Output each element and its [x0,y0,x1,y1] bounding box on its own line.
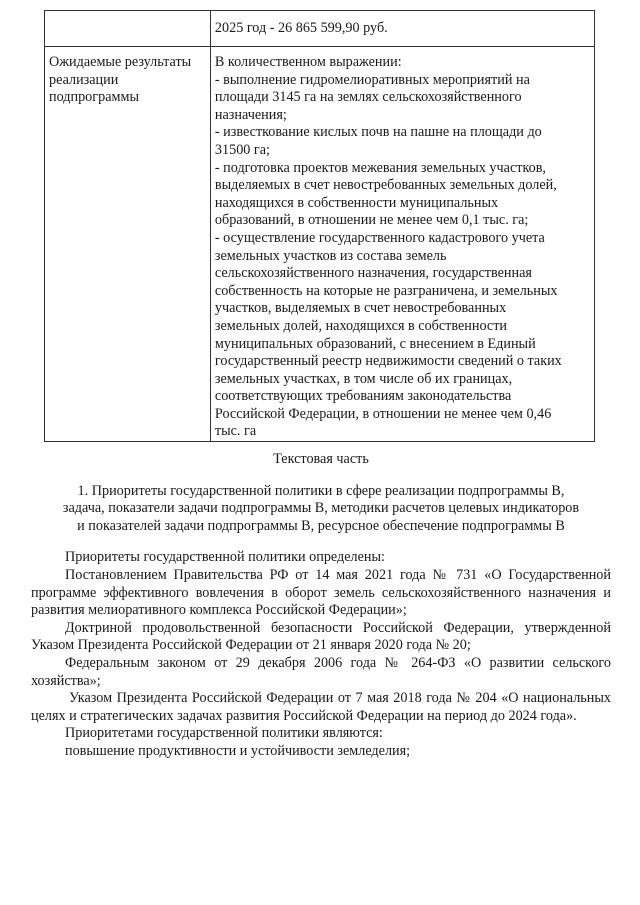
heading-line: задача, показатели задачи подпрограммы В, методики расчетов целевых индикаторов [62,500,580,517]
table-cell-label [45,11,211,47]
value-line: сельскохозяйственного назначения, государственная [214,265,532,282]
paragraph: Постановлением Правительства РФ от 14 мая 2021 года № 731 «О Государственной программе эффективного вовлечения в оборот земель сельскохозяйственного назначения и развития мелиоративного комплекса Российской Федерации»; [31,566,611,619]
heading-line: и показателей задачи подпрограммы В, ресурсное обеспечение подпрограммы В [77,517,565,534]
paragraph: Приоритетами государственной политики являются: [65,725,383,742]
paragraph: Доктриной продовольственной безопасности Российской Федерации, утвержденной Указом Президента Российской Федерации от 21 января 2020 года № 20; [31,619,611,654]
paragraph: Приоритеты государственной политики определены: [65,549,385,566]
value-line: тыс. га [214,423,257,440]
table-row [45,47,595,442]
expected-results-value [210,47,594,442]
paragraph: Указом Президента Российской Федерации от 7 мая 2018 года № 204 «О национальных целях и стратегических задачах развития Российской Федерации на период до 2024 года». [31,690,611,724]
paragraph: повышение продуктивности и устойчивости земледелия; [65,742,411,759]
value-line: земельных долей, находящихся в собственности [214,317,508,334]
value-line: - известкование кислых почв на пашне на площади до [214,124,542,141]
value-line: - осуществление государственного кадастрового учета [214,229,545,246]
table-row [45,11,595,47]
paragraph: Федеральным законом от 29 декабря 2006 года № 264-ФЗ «О развитии сельского хозяйства»; [31,654,611,689]
value-line: соответствующих требованиям законодательства [214,388,512,405]
expected-results-label [45,47,211,442]
value-line: государственный реестр недвижимости сведений о таких [214,353,562,370]
value-line: площади 3145 га на землях сельскохозяйственного [214,89,522,106]
value-line: В количественном выражении: [214,54,402,70]
value-line: находящихся в собственности муниципальных [214,194,499,211]
table-cell-value: 2025 год - 26 865 599,90 руб. [210,11,594,47]
subprogram-passport-table [44,10,595,442]
value-line: Российской Федерации, в отношении не менее чем 0,46 [214,405,552,422]
label-line: подпрограммы [49,89,139,106]
label-line: Ожидаемые результаты [49,54,192,70]
value-line: назначения; [214,106,287,123]
text-section [31,451,611,761]
label-line: реализации [49,71,119,88]
value-line: земельных участков из состава земель [214,247,447,264]
value-line: - выполнение гидромелиоративных мероприятий на [214,71,530,88]
section-caption: Текстовая часть [273,451,369,467]
section-heading [31,483,611,536]
value-line: выделяемых в счет невостребованных земельных долей, [214,177,557,194]
value-line: образований, в отношении не менее чем 0,1 тыс. га; [214,212,529,229]
value-line: - подготовка проектов межевания земельных участков, [214,159,546,176]
value-line: 31500 га; [214,141,270,158]
value-line: муниципальных образований, с внесением в Единый [214,335,536,352]
value-line: собственность на которые не разграничена, и земельных [214,282,558,299]
value-line: земельных участках, в том числе об их границах, [214,370,513,387]
value-line: участков, выделяемых в счет невостребованных [214,300,507,317]
heading-line: 1. Приоритеты государственной политики в сфере реализации подпрограммы В, [77,482,565,499]
